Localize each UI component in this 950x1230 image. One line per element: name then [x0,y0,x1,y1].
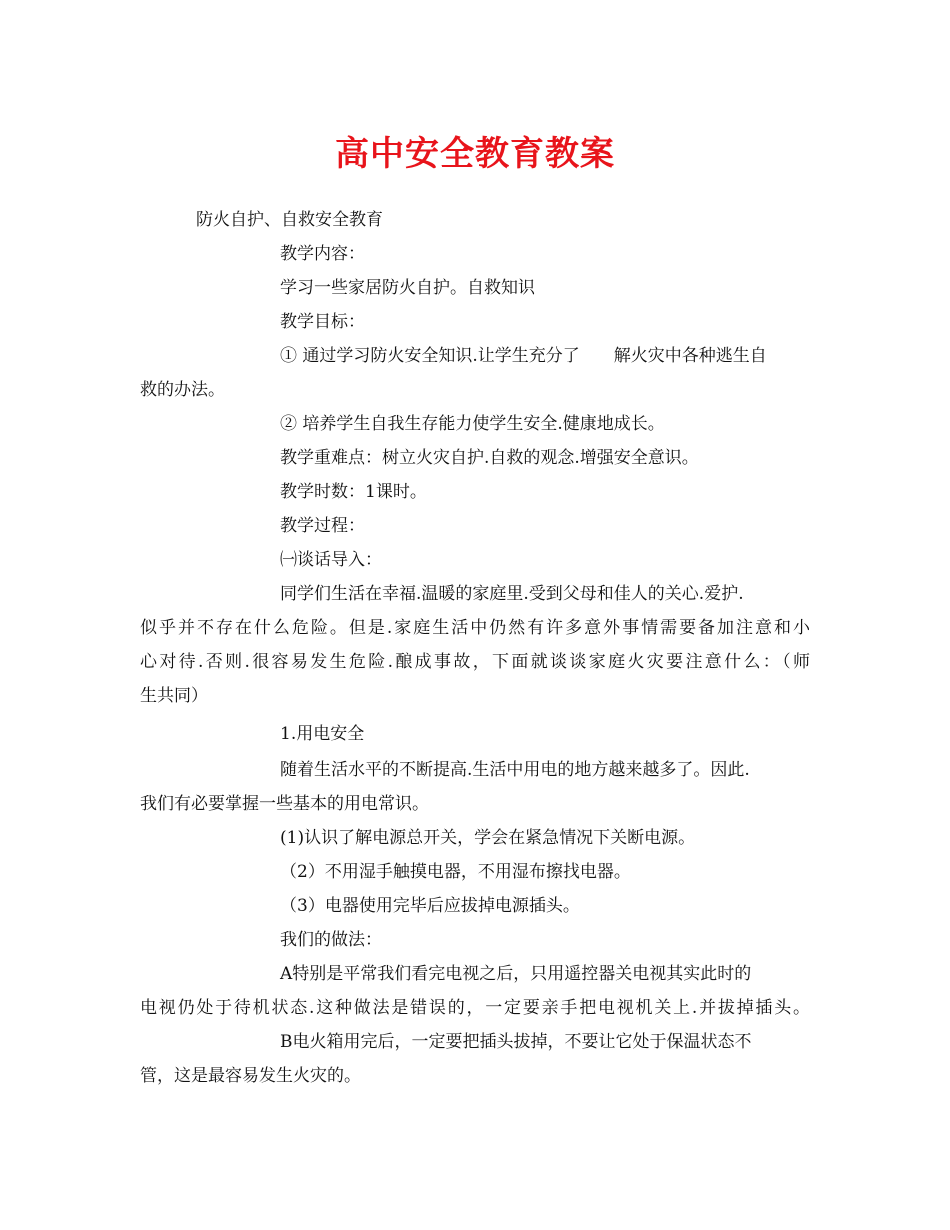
paragraph-line: ② 培养学生自我生存能力使学生安全.健康地成长。 [280,414,665,434]
paragraph-line: 教学过程： [280,516,365,536]
document-title: 高中安全教育教案 [335,134,615,174]
paragraph-line: 似乎并不存在什么危险。但是.家庭生活中仍然有许多意外事情需要备加注意和小 [140,618,810,638]
list-item: （3）电器使用完毕后应拔掉电源插头。 [280,896,580,916]
paragraph-line: 我们的做法： [280,930,382,950]
paragraph-line: B电火箱用完后，一定要把插头拔掉，不要让它处于保温状态不 [280,1032,752,1052]
list-item: （2）不用湿手触摸电器，不用湿布擦找电器。 [280,862,631,882]
paragraph-line: 救的办法。 [140,380,225,400]
paragraph-line: 管，这是最容易发生火灾的。 [140,1066,361,1086]
subsection-heading: 1.用电安全 [280,724,365,744]
paragraph-line: 生共同） [140,686,208,706]
paragraph-line: 我们有必要掌握一些基本的用电常识。 [140,794,429,814]
section-heading: 防火自护、自救安全教育 [196,210,383,230]
list-item: (1)认识了解电源总开关，学会在紧急情况下关断电源。 [280,828,696,848]
paragraph-line: 电视仍处于待机状态.这种做法是错误的，一定要亲手把电视机关上.并拔掉插头。 [140,998,810,1018]
paragraph-line: 随着生活水平的不断提高.生活中用电的地方越来越多了。因此. [280,760,750,780]
paragraph-line: 教学内容： [280,244,365,264]
paragraph-line: 教学目标： [280,312,365,332]
paragraph-line: A特别是平常我们看完电视之后，只用遥控器关电视其实此时的 [280,964,752,984]
paragraph-line: 学习一些家居防火自护。自救知识 [280,278,535,298]
paragraph-line: ① 通过学习防火安全知识.让学生充分了 解火灾中各种逃生自 [280,346,767,366]
paragraph-line: 教学重难点：树立火灾自护.自救的观念.增强安全意识。 [280,448,699,468]
paragraph-line: 教学时数：1课时。 [280,482,427,502]
paragraph-line: ㈠谈话导入： [280,550,382,570]
paragraph-line: 同学们生活在幸福.温暖的家庭里.受到父母和佳人的关心.爱护. [280,584,744,604]
paragraph-line: 心对待.否则.很容易发生危险.酿成事故，下面就谈谈家庭火灾要注意什么：（师 [140,652,810,672]
